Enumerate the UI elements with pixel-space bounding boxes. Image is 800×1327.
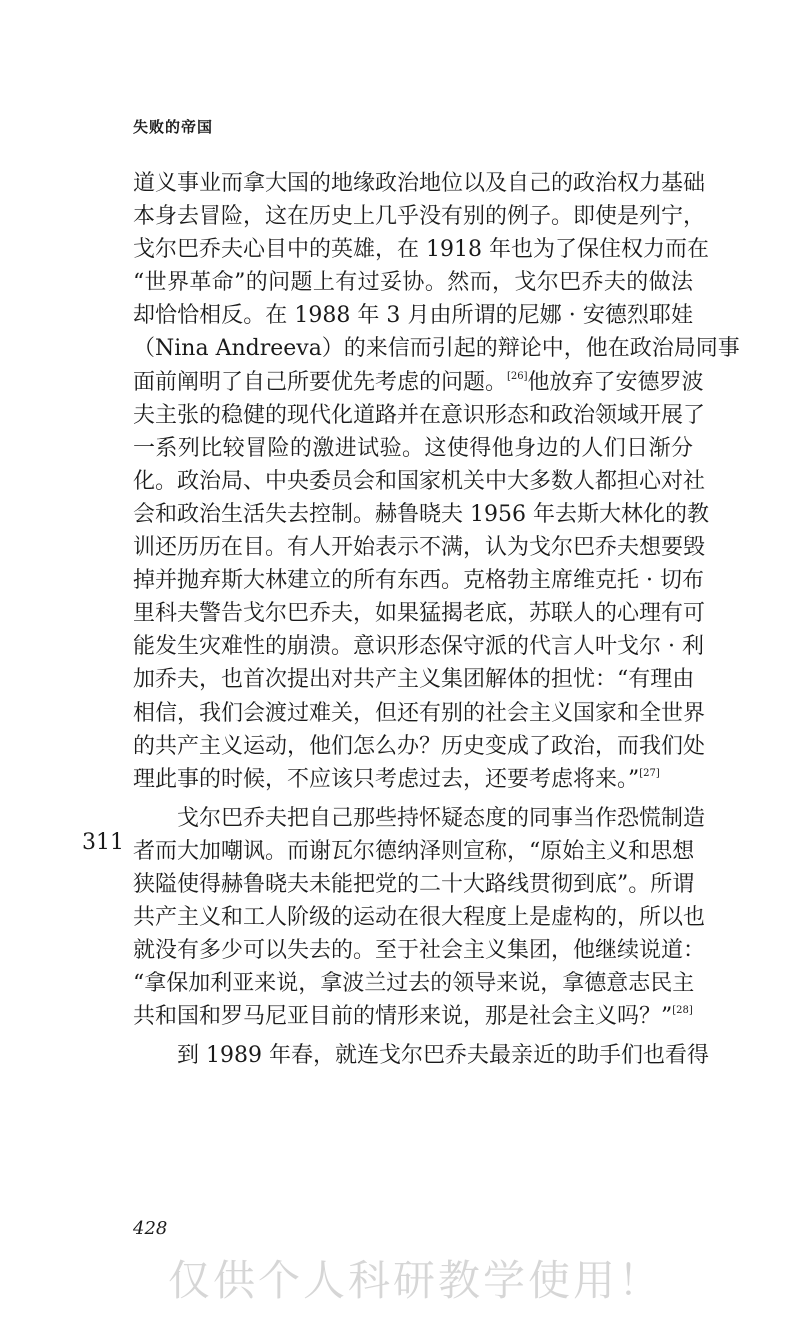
text-line: 狭隘使得赫鲁晓夫未能把党的二十大路线贯彻到底”。所谓 [133,871,695,897]
text-segment: 共和国和罗马尼亚目前的情形来说，那是社会主义吗？” [133,1004,673,1030]
text-line: 一系列比较冒险的激进试验。这使得他身边的人们日渐分 [133,435,693,461]
footnote-ref-26: [26] [507,370,528,382]
footnote-ref-28: [28] [672,1005,693,1017]
text-line: 本身去冒险，这在历史上几乎没有别的例子。即使是列宁， [133,204,706,230]
text-line: 会和政治生活失去控制。赫鲁晓夫 1956 年去斯大林化的教 [133,501,709,527]
text-line: 训还历历在目。有人开始表示不满，认为戈尔巴乔夫想要毁 [133,535,706,561]
text-line: 者而大加嘲讽。而谢瓦尔德纳泽则宣称，“原始主义和思想 [133,838,695,864]
text-line: 夫主张的稳健的现代化道路并在意识形态和政治领域开展了 [133,402,706,428]
text-line: 戈尔巴乔夫心目中的英雄，在 1918 年也为了保住权力而在 [133,237,709,263]
body-text [133,167,740,1073]
text-line: “世界革命”的问题上有过妥协。然而，戈尔巴乔夫的做法 [133,270,693,296]
text-segment: 面前阐明了自己所要优先考虑的问题。 [133,369,508,395]
text-segment: 他放弃了安德罗波 [527,369,704,395]
text-line: 能发生灾难性的崩溃。意识形态保守派的代言人叶戈尔 · 利 [133,634,704,660]
text-line: 的共产主义运动，他们怎么办？历史变成了政治，而我们处 [133,733,706,759]
text-line: （Nina Andreeva）的来信而引起的辩论中，他在政治局同事 [133,336,740,362]
text-line [133,763,693,796]
watermark-text: 仅供个人科研教学使用！ [168,1256,664,1305]
text-line: 就没有多少可以失去的。至于社会主义集团，他继续说道： [133,938,706,964]
text-line: “拿保加利亚来说，拿波兰过去的领导来说，拿德意志民主 [133,971,695,997]
text-line: 到 1989 年春，就连戈尔巴乔夫最亲近的助手们也看得 [177,1043,709,1069]
page-number: 428 [133,1218,168,1239]
text-line: 道义事业而拿大国的地缘政治地位以及自己的政治权力基础 [133,171,706,196]
running-title: 失败的帝国 [133,118,214,136]
text-line: 却恰恰相反。在 1988 年 3 月由所谓的尼娜 · 安德烈耶娃 [133,303,693,329]
margin-page-reference: 311 [82,830,124,855]
text-segment: 理此事的时候，不应该只考虑过去，还要考虑将来。” [133,766,640,792]
text-line: 里科夫警告戈尔巴乔夫，如果猛揭老底，苏联人的心理有可 [133,601,706,627]
text-line: 掉并抛弃斯大林建立的所有东西。克格勃主席维克托 · 切布 [133,568,704,594]
text-line: 共产主义和工人阶级的运动在很大程度上是虚构的，所以也 [133,905,706,931]
text-line [133,366,704,399]
text-line: 戈尔巴乔夫把自己那些持怀疑态度的同事当作恐慌制造 [177,805,706,831]
text-line: 化。政治局、中央委员会和国家机关中大多数人都担心对社 [133,468,706,494]
text-line: 相信，我们会渡过难关，但还有别的社会主义国家和全世界 [133,700,706,726]
text-line [133,1000,693,1033]
text-line: 加乔夫，也首次提出对共产主义集团解体的担忧：“有理由 [133,667,695,693]
footnote-ref-27: [27] [639,767,660,779]
